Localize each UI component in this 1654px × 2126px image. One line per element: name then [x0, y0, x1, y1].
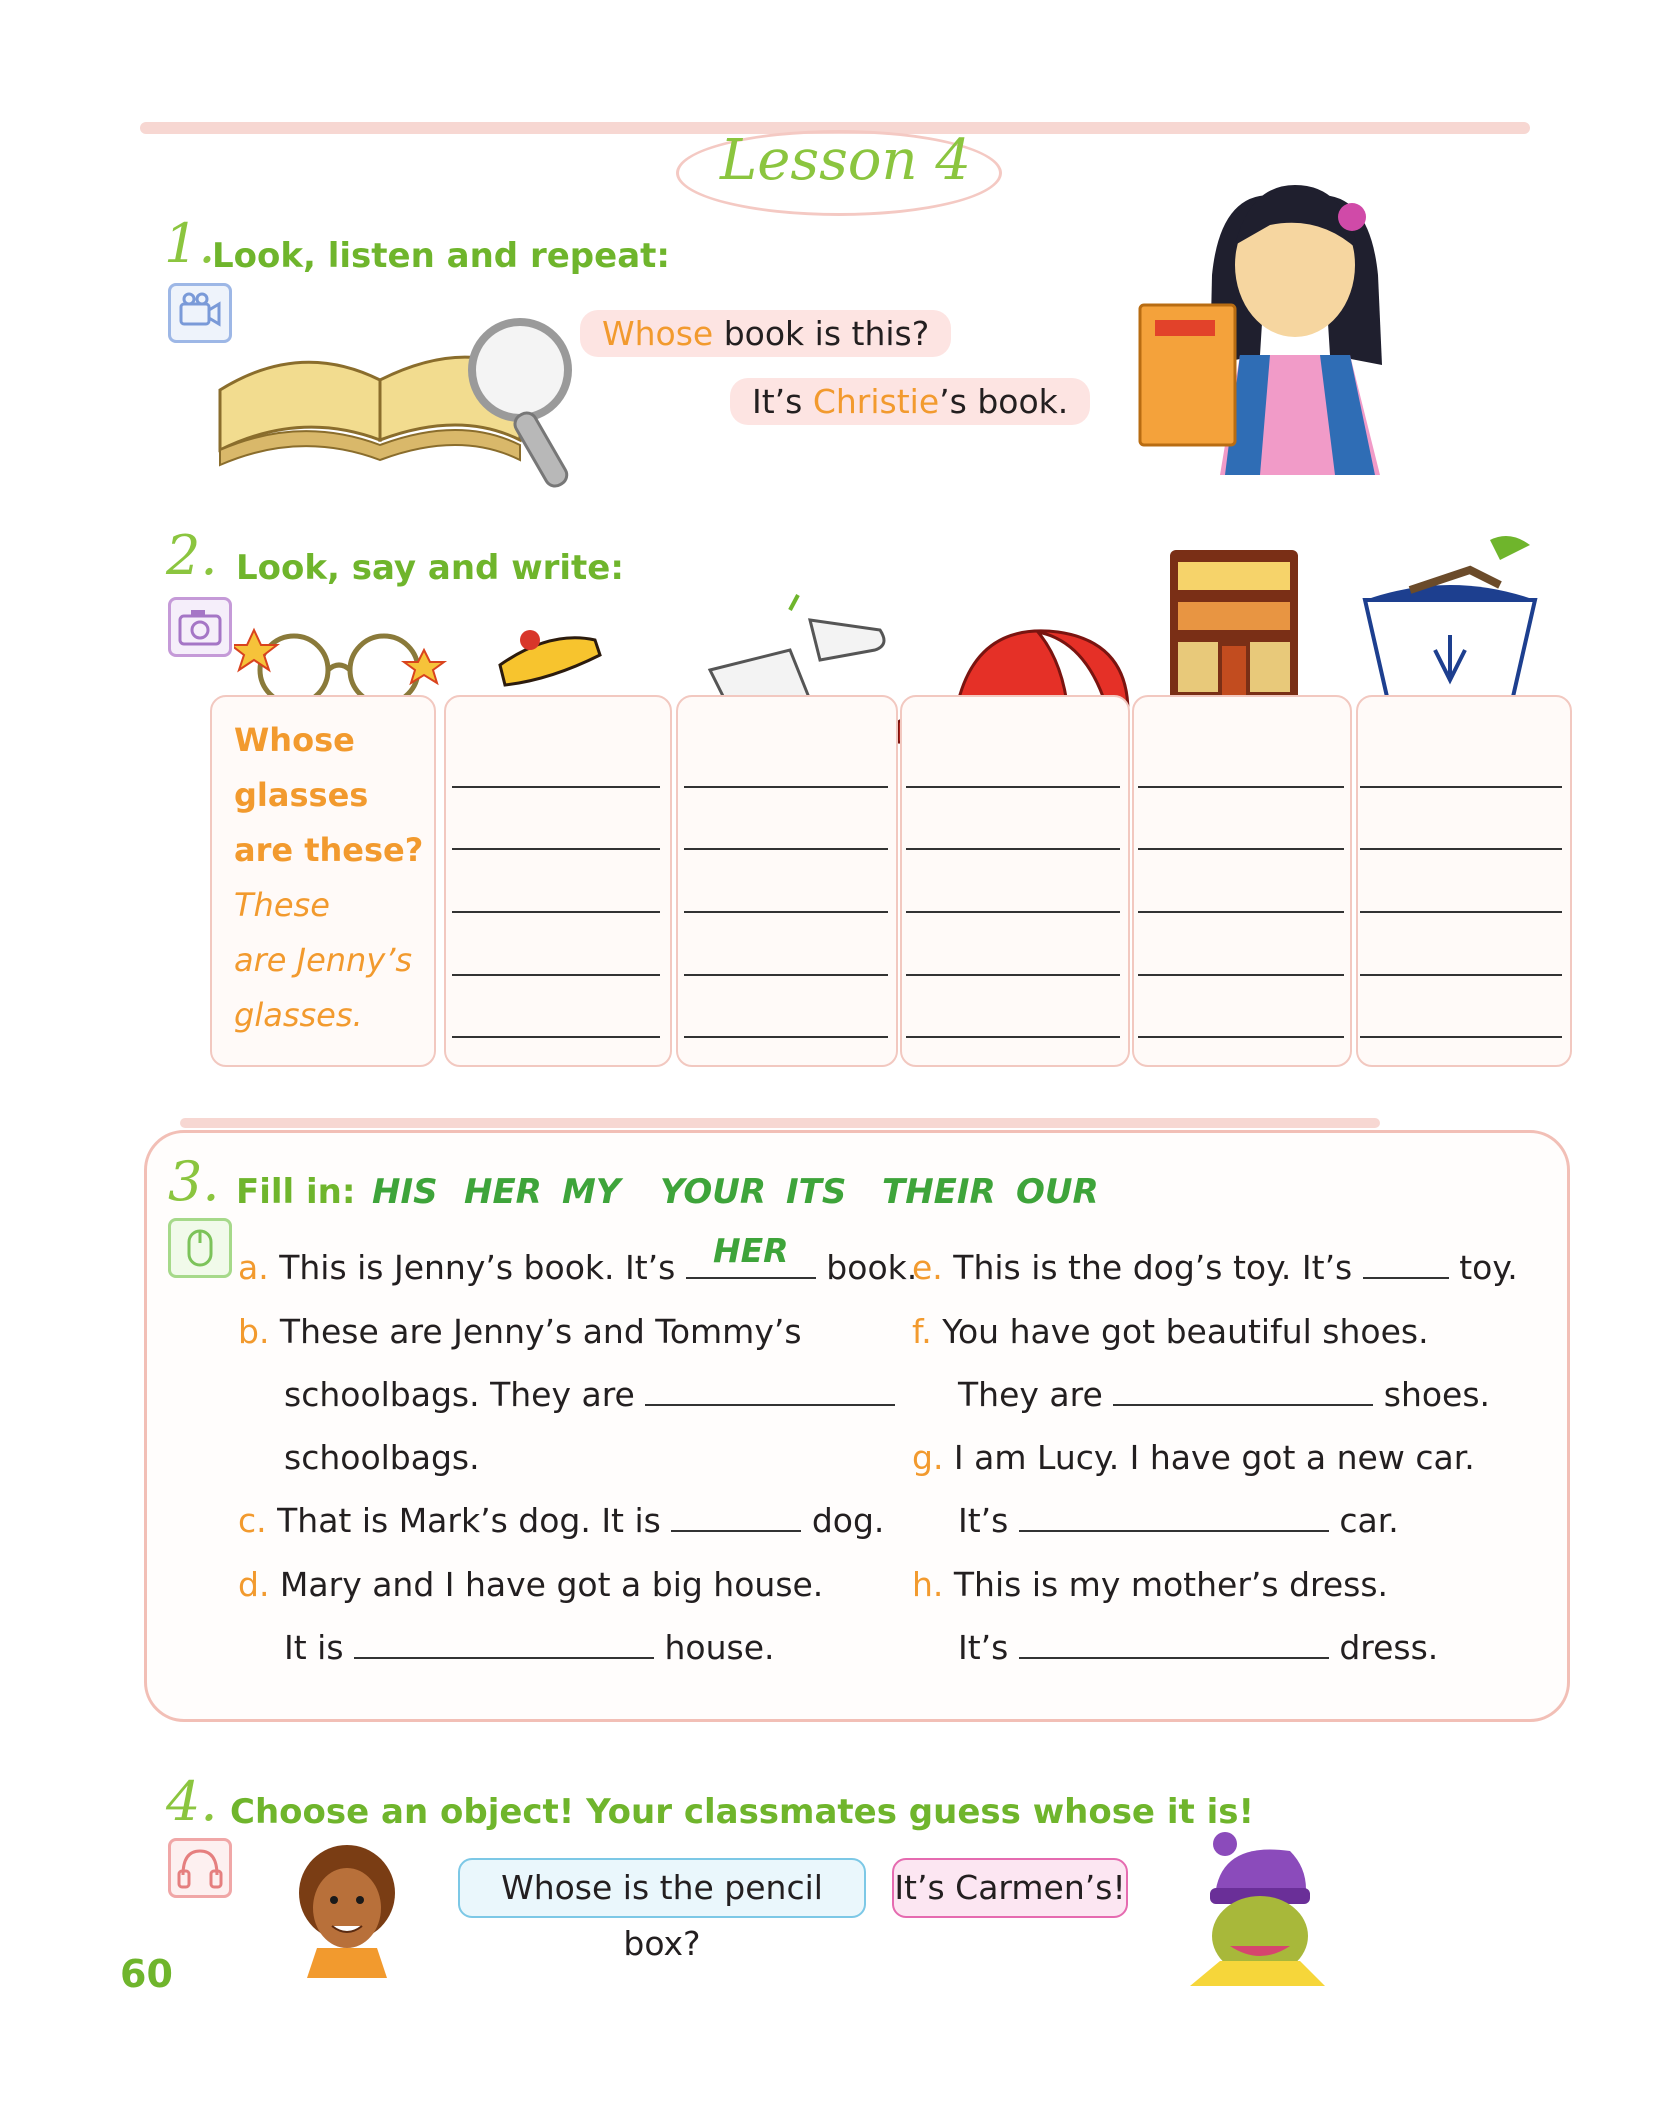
sentence-h-line1 [912, 1565, 1388, 1604]
write-line[interactable] [452, 974, 660, 976]
ex2-example-q-line3: are these? [234, 831, 424, 869]
sentence-f-letter: f. [912, 1312, 932, 1351]
write-line[interactable] [1138, 786, 1344, 788]
sentence-e-after: toy. [1448, 1248, 1518, 1287]
write-line[interactable] [684, 786, 888, 788]
sentence-b-text1: These are Jenny’s and Tommy’s [269, 1312, 802, 1351]
camera-icon [168, 597, 232, 657]
sentence-b-line1 [238, 1312, 802, 1351]
ex4-heading: Choose an object! Your classmates guess whose it is! [230, 1792, 1254, 1832]
sentence-f-blank[interactable] [1113, 1378, 1373, 1406]
girl-with-book-illustration [1120, 155, 1440, 475]
write-line[interactable] [452, 848, 660, 850]
sentence-f-text1: You have got beautiful shoes. [931, 1312, 1429, 1351]
sentence-b-line2 [284, 1375, 895, 1414]
sentence-d-blank[interactable] [354, 1631, 654, 1659]
write-line[interactable] [1360, 974, 1562, 976]
write-line[interactable] [684, 911, 888, 913]
word-his: HIS [372, 1172, 438, 1212]
ex3-heading: Fill in: [236, 1172, 356, 1212]
ex2-column-gloves [676, 695, 898, 1067]
sentence-a [238, 1231, 918, 1287]
write-line[interactable] [906, 911, 1120, 913]
word-your: YOUR [660, 1172, 767, 1212]
ex2-column-cap [900, 695, 1130, 1067]
ex2-example-answer [234, 878, 412, 1043]
write-line[interactable] [684, 1036, 888, 1038]
write-line[interactable] [452, 911, 660, 913]
sentence-a-after: book. [815, 1248, 918, 1287]
write-line[interactable] [906, 1036, 1120, 1038]
ex2-example-q-line1: Whose [234, 721, 355, 759]
ex2-heading: Look, say and write: [236, 548, 624, 588]
ex2-column-shoes [444, 695, 672, 1067]
sentence-c [238, 1501, 884, 1540]
word-her: HER [464, 1172, 542, 1212]
sentence-c-blank[interactable] [671, 1504, 801, 1532]
sentence-c-letter: c. [238, 1501, 267, 1540]
sentence-b-text3: schoolbags. [284, 1438, 480, 1477]
write-line[interactable] [1138, 848, 1344, 850]
write-line[interactable] [906, 974, 1120, 976]
write-line[interactable] [906, 848, 1120, 850]
ex1-number: 1. [164, 212, 216, 275]
ex1-answer-bubble [730, 378, 1090, 425]
sentence-g-letter: g. [912, 1438, 944, 1477]
ex1-question-highlight: Whose [602, 314, 714, 353]
write-line[interactable] [1138, 974, 1344, 976]
headphones-icon [168, 1838, 232, 1898]
lesson-title: Lesson 4 [720, 128, 972, 193]
sentence-a-letter: a. [238, 1248, 269, 1287]
write-line[interactable] [1138, 911, 1344, 913]
sentence-g-blank[interactable] [1019, 1504, 1329, 1532]
sentence-d-line1 [238, 1565, 823, 1604]
sentence-e-blank[interactable] [1363, 1251, 1449, 1279]
ex4-number: 4. [166, 1770, 218, 1833]
open-book-magnifier-illustration [200, 300, 620, 500]
write-line[interactable] [1360, 911, 1562, 913]
sentence-d-before: It is [284, 1628, 355, 1667]
sentence-h-line2 [958, 1628, 1438, 1667]
sentence-g-line1 [912, 1438, 1475, 1477]
boy-illustration [282, 1838, 412, 1978]
ex2-example-a-line2: are Jenny’s [234, 941, 413, 979]
mouse-icon [168, 1218, 232, 1278]
sentence-b-blank[interactable] [645, 1378, 895, 1406]
ex1-question-bubble [580, 310, 951, 357]
sentence-g-after: car. [1328, 1501, 1399, 1540]
sentence-b-text2: schoolbags. They are [284, 1375, 646, 1414]
ex1-answer-highlight: Christie [812, 382, 940, 421]
ex3-top-stroke [180, 1118, 1380, 1128]
sentence-a-blank[interactable] [686, 1231, 816, 1279]
sentence-h-letter: h. [912, 1565, 944, 1604]
sentence-d-after: house. [654, 1628, 775, 1667]
write-line[interactable] [1360, 1036, 1562, 1038]
write-line[interactable] [452, 1036, 660, 1038]
ex2-column-bookcase [1132, 695, 1352, 1067]
write-line[interactable] [452, 786, 660, 788]
ex1-answer-after: ’s book. [939, 382, 1069, 421]
word-our: OUR [1016, 1172, 1099, 1212]
sentence-a-answer: HER [713, 1231, 789, 1270]
write-line[interactable] [906, 786, 1120, 788]
ex2-example-q-line2: glasses [234, 776, 369, 814]
sentence-e-before: This is the dog’s toy. It’s [942, 1248, 1363, 1287]
sentence-d-line2 [284, 1628, 775, 1667]
sentence-f-before: They are [958, 1375, 1114, 1414]
sentence-c-before: That is Mark’s dog. It is [266, 1501, 672, 1540]
sentence-b-letter: b. [238, 1312, 270, 1351]
write-line[interactable] [1360, 786, 1562, 788]
sentence-d-text1: Mary and I have got a big house. [269, 1565, 824, 1604]
write-line[interactable] [684, 974, 888, 976]
ex2-example-a-line1: These [234, 886, 330, 924]
sentence-g-before: It’s [958, 1501, 1019, 1540]
answer-speech-bubble: It’s Carmen’s! [892, 1858, 1128, 1918]
sentence-g-text1: I am Lucy. I have got a new car. [943, 1438, 1475, 1477]
sentence-b-line3 [284, 1438, 480, 1477]
ex2-number: 2. [166, 524, 218, 587]
question-speech-bubble: Whose is the pencil box? [458, 1858, 866, 1918]
ex1-answer-before: It’s [752, 382, 813, 421]
ex2-example-a-line3: glasses. [234, 996, 363, 1034]
ex3-number: 3. [168, 1150, 220, 1213]
sentence-h-before: It’s [958, 1628, 1019, 1667]
sentence-h-blank[interactable] [1019, 1631, 1329, 1659]
write-line[interactable] [1360, 848, 1562, 850]
word-its: ITS [786, 1172, 847, 1212]
sentence-f-line2 [958, 1375, 1490, 1414]
word-their: THEIR [882, 1172, 996, 1212]
sentence-d-letter: d. [238, 1565, 270, 1604]
page-number: 60 [120, 1952, 173, 1996]
word-my: MY [562, 1172, 621, 1212]
write-line[interactable] [1138, 1036, 1344, 1038]
sentence-e [912, 1248, 1518, 1287]
sentence-c-after: dog. [801, 1501, 885, 1540]
write-line[interactable] [684, 848, 888, 850]
sentence-h-after: dress. [1328, 1628, 1439, 1667]
sentence-f-after: shoes. [1373, 1375, 1491, 1414]
sentence-h-text1: This is my mother’s dress. [943, 1565, 1389, 1604]
sentence-f-line1 [912, 1312, 1429, 1351]
sentence-g-line2 [958, 1501, 1399, 1540]
ex1-heading: Look, listen and repeat: [212, 236, 670, 276]
gnome-illustration [1180, 1826, 1330, 1986]
ex2-example-question [234, 713, 423, 878]
sentence-a-before: This is Jenny’s book. It’s [268, 1248, 686, 1287]
ex2-column-ship [1356, 695, 1572, 1067]
sentence-e-letter: e. [912, 1248, 943, 1287]
ex1-question-text: book is this? [713, 314, 930, 353]
